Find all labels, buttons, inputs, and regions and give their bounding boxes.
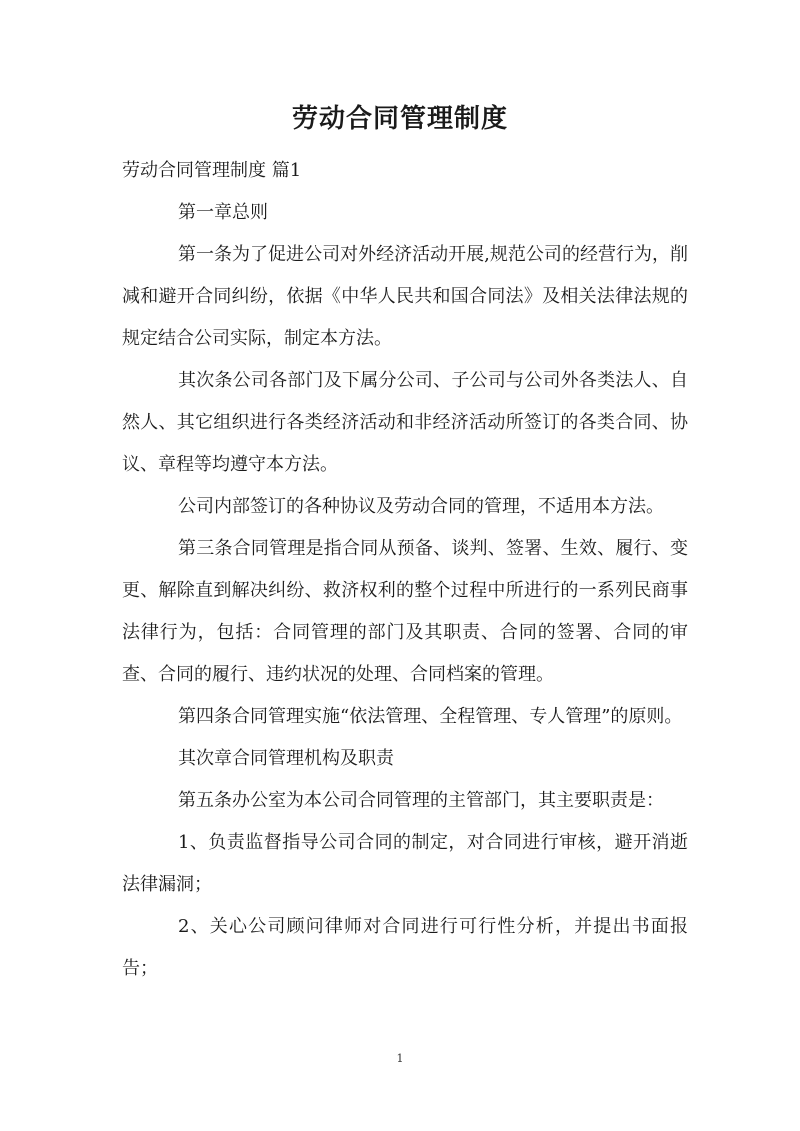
paragraph: 第三条合同管理是指合同从预备、谈判、签署、生效、履行、变更、解除直到解决纠纷、救济权利的整个过程中所进行的一系列民商事法律行为，包括：合同管理的部门及其职责、合同的签署、合同的审查、合同的履行、违约状况的处理、合同档案的管理。 [122,538,688,685]
chapter-heading: 其次章合同管理机构及职责 [178,748,394,769]
page-number: 1 [396,1052,404,1065]
section-heading: 劳动合同管理制度 篇1 [122,160,302,181]
document-title: 劳动合同管理制度 [291,104,508,134]
paragraph: 其次条公司各部门及下属分公司、子公司与公司外各类法人、自然人、其它组织进行各类经济活动和非经济活动所签订的各类合同、协议、章程等均遵守本方法。 [122,370,688,475]
paragraph: 第四条合同管理实施“依法管理、全程管理、专人管理”的原则。 [178,706,683,727]
list-item: 2、关心公司顾问律师对合同进行可行性分析，并提出书面报告； [122,916,688,979]
paragraph: 公司内部签订的各种协议及劳动合同的管理，不适用本方法。 [178,496,664,517]
paragraph: 第一条为了促进公司对外经济活动开展,规范公司的经营行为，削减和避开合同纠纷，依据《中华人民共和国合同法》及相关法律法规的规定结合公司实际，制定本方法。 [122,244,688,349]
document-body [122,150,688,990]
chapter-heading: 第一章总则 [178,202,268,223]
paragraph: 第五条办公室为本公司合同管理的主管部门，其主要职责是： [178,790,664,811]
list-item: 1、负责监督指导公司合同的制定，对合同进行审核，避开消逝法律漏洞； [122,832,688,895]
